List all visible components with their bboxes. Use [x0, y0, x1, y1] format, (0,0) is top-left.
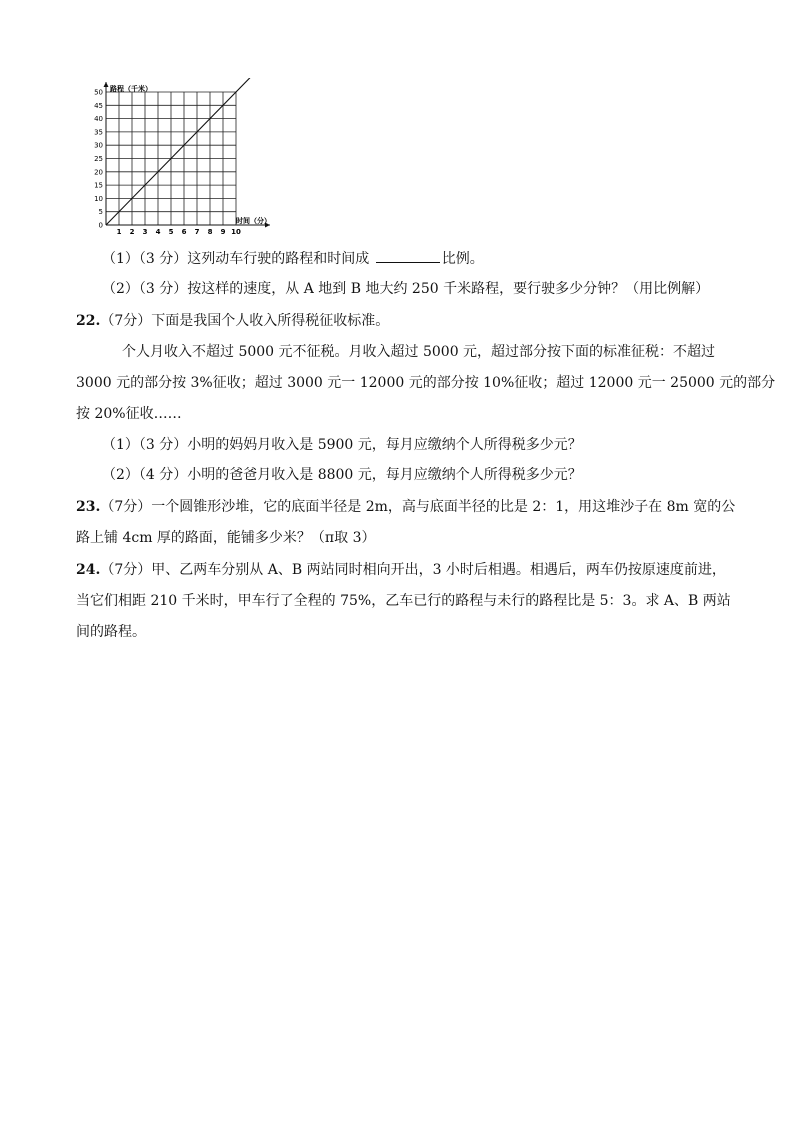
q21-part1-suffix: 比例。 [441, 251, 484, 267]
x-tick-label: 10 [231, 228, 241, 234]
q23-line-1 [76, 497, 735, 517]
x-tick-label: 7 [194, 228, 200, 234]
q24-line-2: 当它们相距 210 千米时，甲车行了全程的 75%，乙车已行的路程与未行的路程比是 5：3。求 A、B 两站 [76, 593, 731, 609]
q23-line-2: 路上铺 4cm 厚的路面，能铺多少米？（π取 3） [76, 530, 376, 546]
x-axis-label: 时间（分） [236, 217, 271, 225]
question-number: 23. [76, 499, 101, 515]
q23-text: （7分）一个圆锥形沙堆，它的底面半径是 2m，高与底面半径的比是 2：1，用这堆沙子在 8m 宽的公 [100, 499, 736, 515]
x-tick-label: 1 [116, 228, 122, 234]
q22-rule-line-3: 按 20%征收…… [76, 406, 182, 422]
q22-part1: （1）（3 分）小明的妈妈月收入是 5900 元，每月应缴纳个人所得税多少元？ [102, 437, 582, 453]
q21-part1-text: （1）（3 分）这列动车行驶的路程和时间成 [102, 251, 370, 267]
y-tick-label: 30 [94, 141, 103, 150]
y-tick-label: 5 [98, 208, 103, 217]
answer-blank[interactable] [376, 248, 440, 263]
x-tick-label: 5 [168, 228, 174, 234]
y-tick-label: 15 [94, 181, 103, 190]
q24-text: （7分）甲、乙两车分别从 A、B 两站同时相向开出，3 小时后相遇。相遇后，两车仍按原速度前进， [100, 562, 726, 578]
question-number: 24. [76, 562, 101, 578]
y-tick-label: 45 [94, 101, 103, 110]
q24-line-3: 间的路程。 [76, 624, 146, 640]
y-tick-labels [94, 89, 103, 230]
x-tick-label: 6 [181, 228, 187, 234]
q21-part2: （2）（3 分）按这样的速度，从 A 地到 B 地大约 250 千米路程，要行驶多少分钟？（用比例解） [102, 281, 710, 297]
y-axis-label: 路程（千米） [110, 85, 152, 93]
q22-stem [76, 311, 389, 331]
q22-stem-text: （7分）下面是我国个人收入所得税征收标准。 [100, 313, 390, 329]
y-tick-label: 40 [94, 115, 103, 124]
x-tick-label: 3 [142, 228, 148, 234]
question-number: 22. [76, 313, 101, 329]
q22-rule-line-2: 3000 元的部分按 3%征收；超过 3000 元一 12000 元的部分按 10%征收；超过 12000 元一 25000 元的部分 [76, 375, 776, 391]
x-tick-labels [117, 228, 241, 234]
y-tick-label: 35 [94, 128, 103, 137]
distance-time-chart [84, 78, 280, 234]
x-tick-label: 4 [155, 228, 161, 234]
y-tick-label: 20 [94, 168, 103, 177]
y-tick-label: 10 [94, 194, 103, 203]
x-tick-label: 8 [207, 228, 213, 234]
x-tick-label: 2 [129, 228, 135, 234]
y-tick-label: 0 [98, 221, 103, 230]
y-tick-label: 25 [94, 155, 103, 163]
q22-rule-line-1: 个人月收入不超过 5000 元不征税。月收入超过 5000 元，超过部分按下面的标准征税：不超过 [122, 344, 716, 360]
q24-line-1 [76, 560, 726, 580]
q22-part2: （2）（4 分）小明的爸爸月收入是 8800 元，每月应缴纳个人所得税多少元？ [102, 467, 582, 483]
y-tick-label: 50 [94, 88, 103, 97]
q21-part1 [102, 248, 484, 269]
y-axis-arrow [104, 82, 109, 87]
chart-axes [104, 82, 271, 228]
x-tick-label: 9 [220, 228, 226, 234]
